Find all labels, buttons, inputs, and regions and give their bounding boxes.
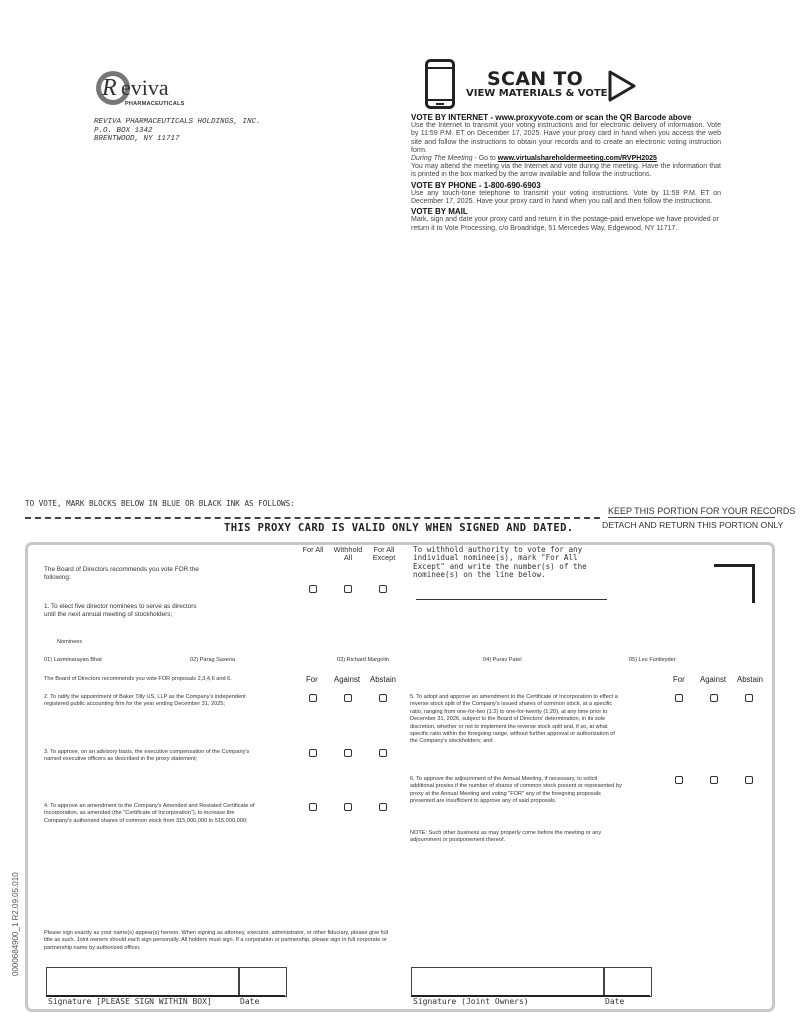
proposal-6: 6. To approve the adjournment of the Annual Meeting, if necessary, to solicit additional proxies if the number of shares of common stock present or represented by proxy at the Annual Meeting and voting "FOR" any of the foregoing proposals presented are insufficient to approve any of said proposals. — [410, 776, 622, 805]
keep-divider — [608, 517, 775, 518]
company-name: REVIVA PHARMACEUTICALS HOLDINGS, INC. — [94, 118, 261, 126]
vertical-code — [7, 848, 23, 978]
proposal-4: 4. To approve an amendment to the Company's Amended and Restated Certificate of Incorporation, as amended (the "Certificate of Incorporation"), to increase the Company's authorized shares of common stock from 315,000,000 to 515,000,000; — [44, 803, 255, 824]
checkbox-for-all[interactable] — [309, 585, 317, 593]
scan-title: SCAN TO — [487, 68, 584, 90]
board-recommendation-2: The Board of Directors recommends you vote FOR proposals 2,3,4,6 and 6. — [44, 676, 232, 682]
meeting-text: You may attend the meeting via the Internet and vote during the meeting. Have the information that is printed in the box marked by the arrow available and follow the instructions. — [411, 163, 721, 179]
checkbox-p6-against[interactable] — [710, 776, 718, 784]
note-text: NOTE: Such other business as may properly come before the meeting or any adjournment or postponement thereof. — [410, 830, 602, 844]
nominee-exception-line[interactable] — [416, 599, 607, 600]
joint-signature-box[interactable] — [411, 967, 605, 997]
nominees-label: Nominees — [57, 639, 83, 645]
valid-notice: THIS PROXY CARD IS VALID ONLY WHEN SIGNED AND DATED. — [224, 522, 574, 534]
checkbox-p3-against[interactable] — [344, 749, 352, 757]
detach-dashed-line — [25, 517, 600, 519]
proposal-3: 3. To approve, on an advisory basis, the executive compensation of the Company's named executive officers as described in the proxy statement; — [44, 749, 250, 763]
signature-label: Signature [PLEASE SIGN WITHIN BOX] — [48, 997, 212, 1006]
checkbox-p5-for[interactable] — [675, 694, 683, 702]
nominee-05: 05) Les Funtleyder — [629, 657, 676, 663]
col-for-right: For — [673, 675, 685, 684]
joint-date-box[interactable] — [603, 967, 652, 997]
checkbox-p2-against[interactable] — [344, 694, 352, 702]
nominee-02: 02) Parag Saxena — [190, 657, 236, 663]
checkbox-for-all-except[interactable] — [379, 585, 387, 593]
checkbox-p3-abstain[interactable] — [379, 749, 387, 757]
phone-heading: VOTE BY PHONE - 1-800-690-6903 — [411, 180, 541, 190]
signature-box[interactable] — [46, 967, 240, 997]
checkbox-p3-for[interactable] — [309, 749, 317, 757]
checkbox-p6-abstain[interactable] — [745, 776, 753, 784]
board-recommendation-1: The Board of Directors recommends you vote FOR the following: — [44, 566, 199, 581]
meeting-goto: - Go to — [472, 155, 498, 163]
withhold-instructions: To withhold authority to vote for any individual nominee(s), mark "For All Except" and write the number(s) of the nominee(s) on the line below. — [413, 545, 587, 580]
checkbox-p4-against[interactable] — [344, 803, 352, 811]
checkbox-p5-abstain[interactable] — [745, 694, 753, 702]
mail-heading: VOTE BY MAIL — [411, 207, 468, 217]
checkbox-p4-for[interactable] — [309, 803, 317, 811]
checkbox-p4-abstain[interactable] — [379, 803, 387, 811]
proposal-2: 2. To ratify the appointment of Baker Tilly US, LLP as the Company's independent registered public accounting firm for the year ending December 31, 2025; — [44, 694, 246, 708]
proposal-5: 5. To adopt and approve an amendment to the Certificate of Incorporation to effect a reverse stock split of the Company's issued shares of common stock, at a specific ratio, ranging from one-for-two (1:2) to one-for-twenty (1:20), at any time prior to December 31, 2026, subject to the Board of Directors' determination, in its sole discretion, whether or not to implement the reverse stock split and, if so, at what specific ratio within the foregoing range, without further approval or authorization of the Company's stockholders; and — [410, 694, 618, 745]
col-abstain-left: Abstain — [370, 675, 397, 684]
checkbox-p6-for[interactable] — [675, 776, 683, 784]
company-po-box: P.O. BOX 1342 — [94, 126, 153, 135]
internet-heading: VOTE BY INTERNET - www.proxyvote.com or scan the QR Barcode above — [411, 113, 692, 122]
signing-instructions: Please sign exactly as your name(s) appear(s) hereon. When signing as attorney, executor, administrator, or other fiduciary, please give full title as such. Joint owners should each sign personally. All holders must sign. If a corporation or partnership, please sign in full corporate or partnership name by authorized officer. — [44, 930, 388, 951]
col-against-left: Against — [334, 675, 361, 684]
corner-marker — [714, 564, 755, 603]
checkbox-p5-against[interactable] — [710, 694, 718, 702]
meeting-line — [411, 155, 721, 163]
col-against-right: Against — [700, 675, 727, 684]
checkbox-withhold-all[interactable] — [344, 585, 352, 593]
internet-text: Use the Internet to transmit your voting instructions and for electronic delivery of information. Vote by 11:59 P.M. ET on December 17, 2025. Have your proxy card in hand when you access the web site and follow the instructions to obtain your records and to create an electronic voting instruction form. — [411, 122, 721, 154]
svg-text:eviva: eviva — [121, 75, 169, 100]
smartphone-icon — [425, 59, 455, 109]
date-box[interactable] — [238, 967, 287, 997]
col-withhold-all: Withhold All — [333, 545, 363, 562]
col-for-left: For — [306, 675, 318, 684]
svg-text:PHARMACEUTICALS: PHARMACEUTICALS — [125, 101, 185, 107]
phone-text: Use any touch-tone telephone to transmit your voting instructions. Vote by 11:59 P.M. ET on December 17, 2025. Have your proxy card in hand when you call and then follow the instructions. — [411, 189, 721, 206]
checkbox-p2-for[interactable] — [309, 694, 317, 702]
reviva-logo — [95, 64, 195, 112]
voting-instructions — [411, 112, 721, 233]
keep-portion-label: KEEP THIS PORTION FOR YOUR RECORDS — [608, 506, 796, 516]
company-city: BRENTWOOD, NY 11717 — [94, 135, 180, 144]
proposal-1: 1. To elect five director nominees to serve as directors until the next annual meeting of stockholders; — [44, 603, 197, 618]
nominee-04: 04) Purav Patel — [483, 657, 522, 663]
vertical-code-text: 0000684900_1 R2.09.05.010 — [11, 872, 20, 976]
col-abstain-right: Abstain — [737, 675, 764, 684]
mark-blocks-instruction: TO VOTE, MARK BLOCKS BELOW IN BLUE OR BLACK INK AS FOLLOWS: — [25, 499, 295, 508]
meeting-prefix: During The Meeting — [411, 155, 473, 163]
meeting-url-link[interactable]: www.virtualshareholdermeeting.com/RVPH2025 — [497, 155, 657, 163]
detach-portion-label: DETACH AND RETURN THIS PORTION ONLY — [602, 520, 784, 530]
nominee-01: 01) Laxminarayan Bhat — [44, 657, 102, 663]
scan-subtitle: VIEW MATERIALS & VOTE — [466, 88, 608, 99]
company-address — [94, 118, 261, 144]
nominee-03: 03) Richard Margolin — [337, 657, 389, 663]
arrow-right-icon — [607, 69, 637, 103]
date-label: Date — [240, 997, 260, 1006]
joint-date-label: Date — [605, 997, 625, 1006]
col-for-all: For All — [302, 545, 324, 554]
joint-signature-label: Signature (Joint Owners) — [413, 997, 529, 1006]
svg-text:R: R — [102, 75, 117, 101]
checkbox-p2-abstain[interactable] — [379, 694, 387, 702]
mail-text: Mark, sign and date your proxy card and return it in the postage-paid envelope we have provided or return it to Vote Processing, c/o Broadridge, 51 Mercedes Way, Edgewood, NY 11717. — [411, 216, 719, 232]
col-for-all-except: For All Except — [372, 545, 396, 562]
